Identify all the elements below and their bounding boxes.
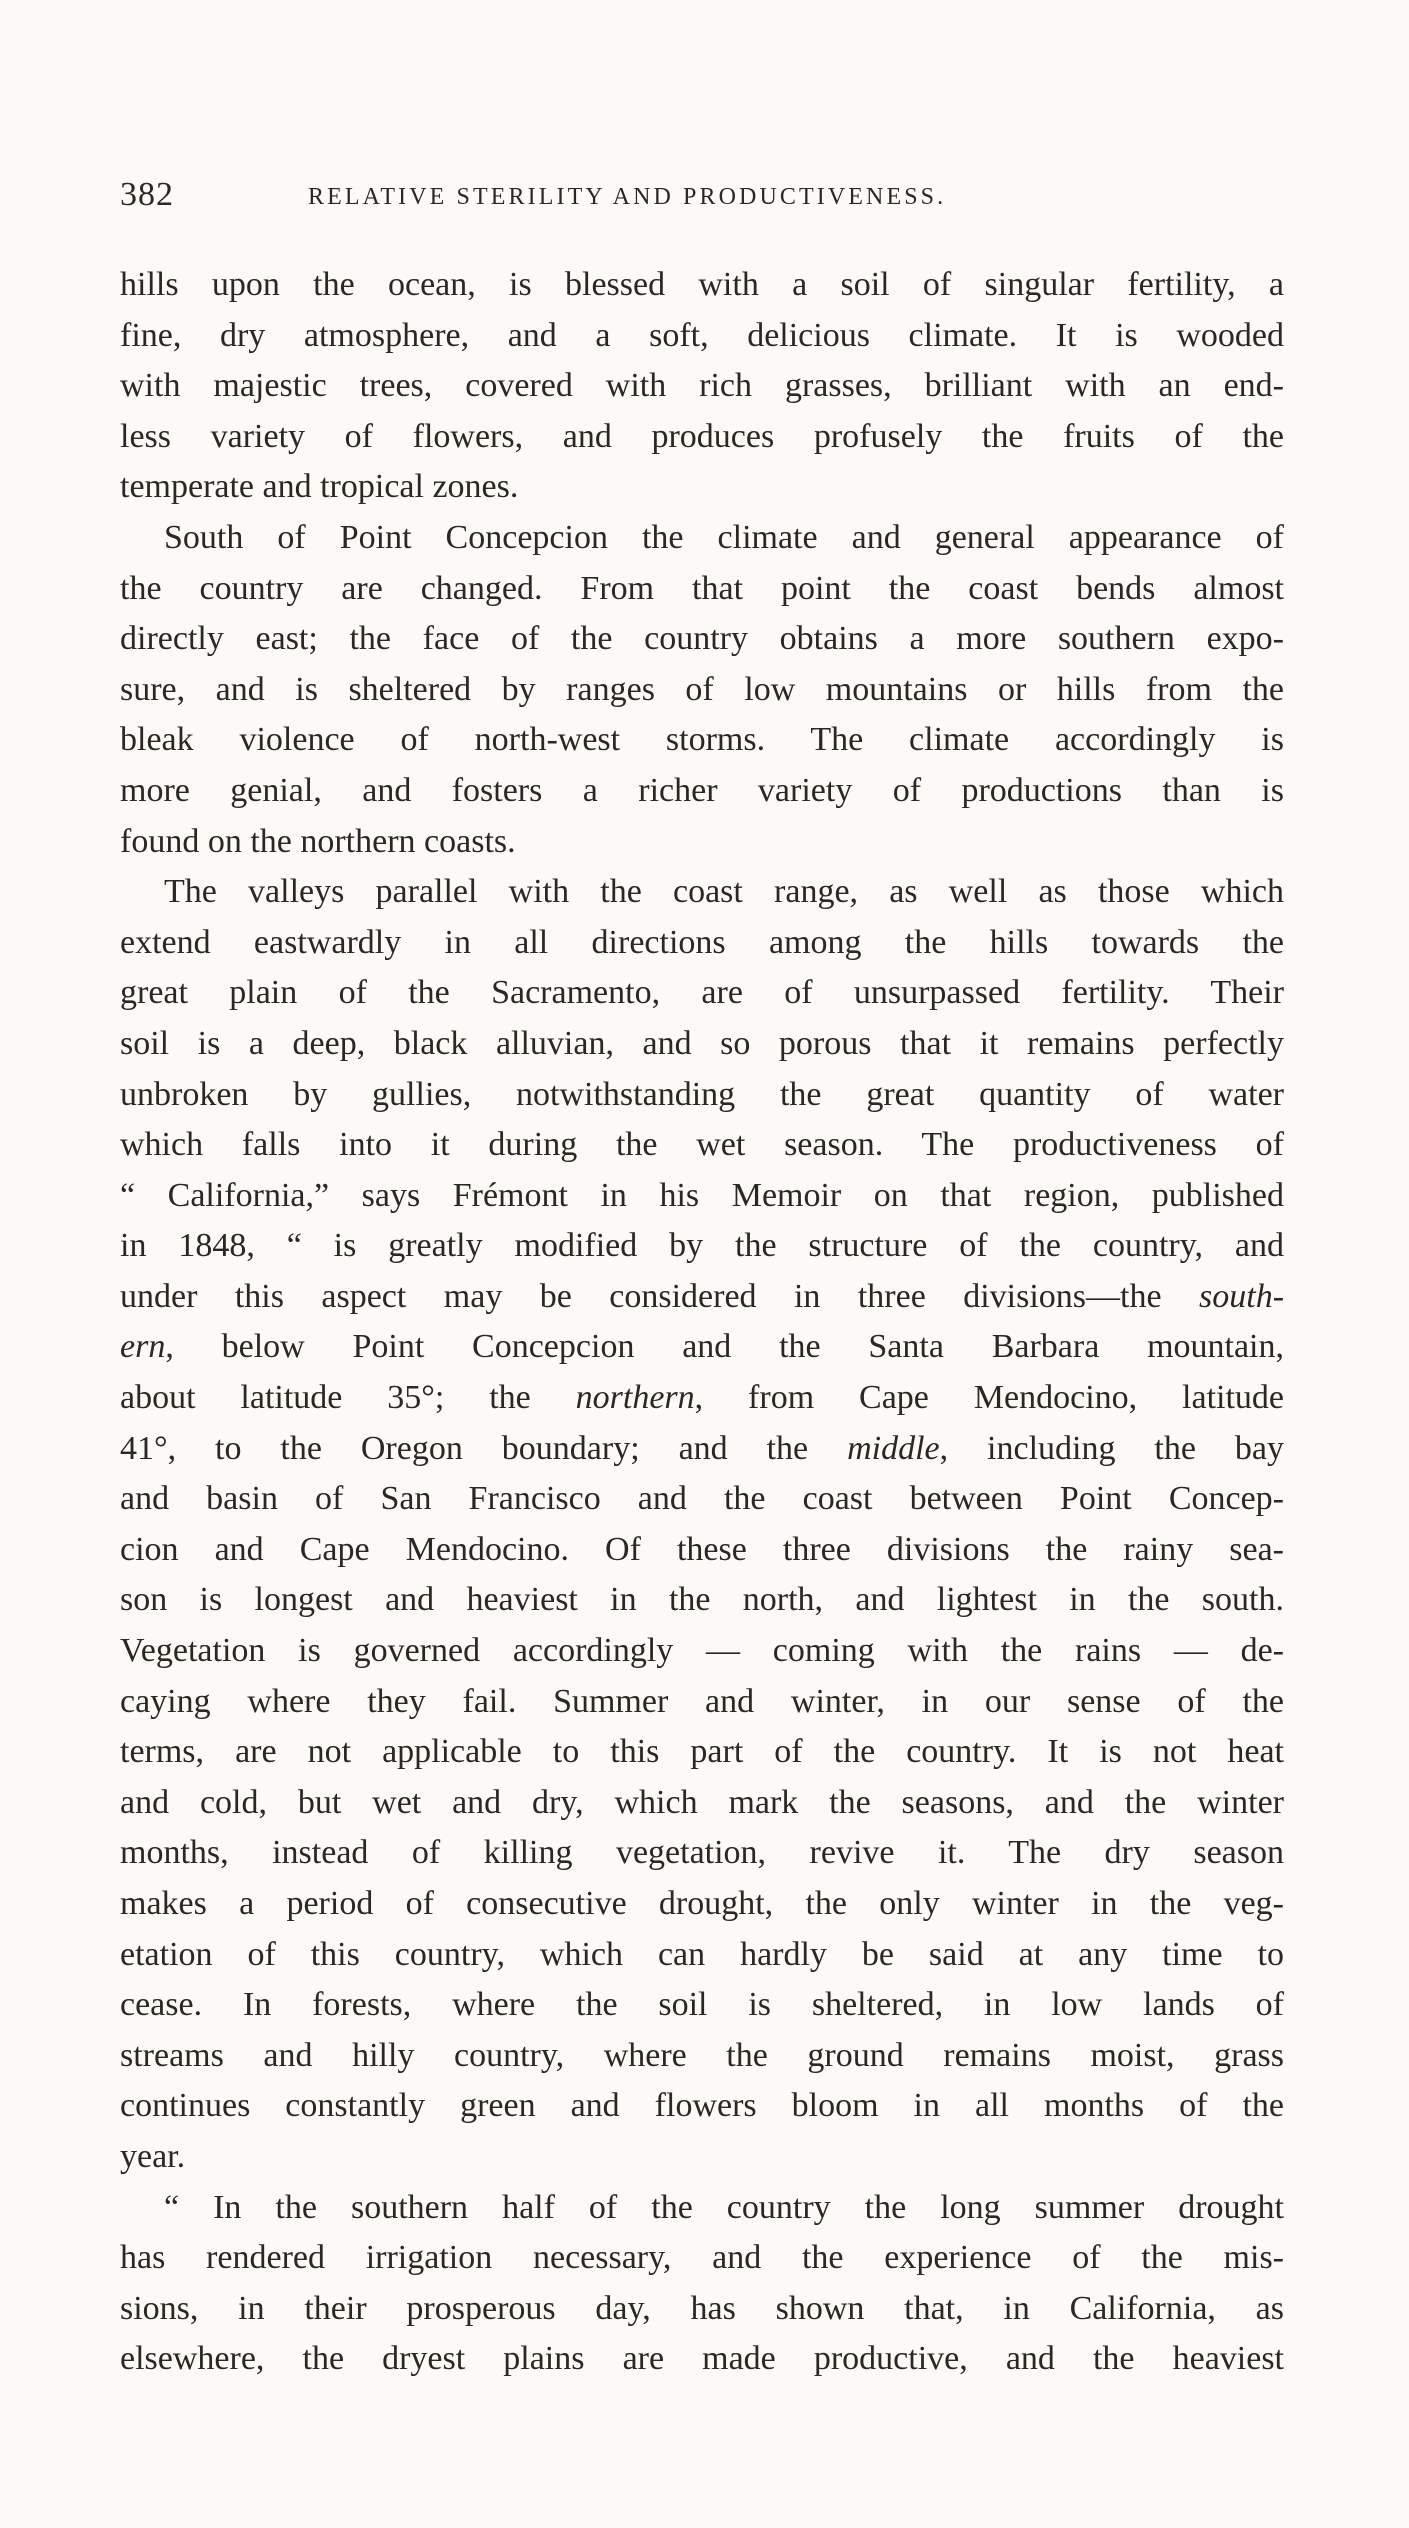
text-line: Vegetation is governed accordingly — coming with the rains — de- <box>120 1632 1284 1670</box>
text-line: with majestic trees, covered with rich grasses, brilliant with an end- <box>120 367 1284 405</box>
text-fragment: , including the bay <box>939 1429 1284 1467</box>
text-line: etation of this country, which can hardly be said at any time to <box>120 1935 1284 1973</box>
text-fragment: about latitude 35°; the <box>120 1379 531 1417</box>
text-line: continues constantly green and flowers bloom in all months of the <box>120 2087 1284 2125</box>
text-line: streams and hilly country, where the ground remains moist, grass <box>120 2036 1284 2074</box>
text-line: which falls into it during the wet season. The productiveness of <box>120 1126 1284 1164</box>
page-number: 382 <box>120 176 174 213</box>
text-line: South of Point Concepcion the climate and general appearance of <box>164 518 1284 556</box>
running-title: RELATIVE STERILITY AND PRODUCTIVENESS. <box>308 184 947 210</box>
text-line: elsewhere, the dryest plains are made productive, and the heaviest <box>120 2340 1284 2378</box>
text-fragment: , from Cape Mendocino, latitude <box>694 1379 1284 1417</box>
text-line: directly east; the face of the country obtains a more southern expo- <box>120 620 1284 658</box>
text-line: in 1848, “ is greatly modified by the structure of the country, and <box>120 1227 1284 1265</box>
text-line: temperate and tropical zones. <box>120 468 519 506</box>
text-line: and basin of San Francisco and the coast between Point Concep- <box>120 1480 1284 1518</box>
text-line: found on the northern coasts. <box>120 822 516 860</box>
page-header <box>120 176 1120 226</box>
text-line: months, instead of killing vegetation, revive it. The dry season <box>120 1834 1284 1872</box>
text-line: extend eastwardly in all directions among the hills towards the <box>120 923 1284 961</box>
italic-term: ern <box>120 1328 166 1366</box>
text-line: unbroken by gullies, notwithstanding the great quantity of water <box>120 1075 1284 1113</box>
text-fragment: 41°, to the Oregon boundary; and the <box>120 1429 809 1467</box>
text-line: more genial, and fosters a richer variety of productions than is <box>120 771 1284 809</box>
text-line: year. <box>120 2137 186 2175</box>
text-fragment: under this aspect may be considered in three divisions—the <box>120 1277 1162 1315</box>
italic-term: northern <box>575 1379 695 1417</box>
italic-term: middle <box>847 1429 940 1467</box>
text-line: sions, in their prosperous day, has shown that, in California, as <box>120 2289 1284 2327</box>
italic-term: south- <box>1199 1277 1285 1315</box>
text-line: terms, are not applicable to this part of the country. It is not heat <box>120 1733 1284 1771</box>
text-line: bleak violence of north-west storms. The climate accordingly is <box>120 721 1284 759</box>
text-line: the country are changed. From that point the coast bends almost <box>120 569 1284 607</box>
text-line: and cold, but wet and dry, which mark the seasons, and the winter <box>120 1783 1284 1821</box>
text-line: soil is a deep, black alluvian, and so porous that it remains perfectly <box>120 1024 1284 1062</box>
text-fragment: , below Point Concepcion and the Santa Barbara mountain, <box>165 1328 1284 1366</box>
text-line: fine, dry atmosphere, and a soft, delicious climate. It is wooded <box>120 316 1284 354</box>
text-line: hills upon the ocean, is blessed with a soil of singular fertility, a <box>120 266 1284 303</box>
text-line: sure, and is sheltered by ranges of low mountains or hills from the <box>120 670 1284 708</box>
text-line: has rendered irrigation necessary, and the experience of the mis- <box>120 2239 1284 2277</box>
text-line: cion and Cape Mendocino. Of these three divisions the rainy sea- <box>120 1530 1284 1568</box>
text-line <box>120 1272 1284 1323</box>
text-line: “ California,” says Frémont in his Memoir on that region, published <box>120 1176 1284 1214</box>
text-line: great plain of the Sacramento, are of unsurpassed fertility. Their <box>120 974 1284 1012</box>
text-line: son is longest and heaviest in the north, and lightest in the south. <box>120 1581 1284 1619</box>
text-line: less variety of flowers, and produces profusely the fruits of the <box>120 417 1284 455</box>
body-text <box>120 260 1284 2385</box>
text-line: caying where they fail. Summer and winter, in our sense of the <box>120 1682 1284 1720</box>
text-line: “ In the southern half of the country the long summer drought <box>164 2188 1284 2226</box>
text-line <box>120 1424 1284 1475</box>
text-line: The valleys parallel with the coast range, as well as those which <box>164 873 1284 911</box>
text-line: cease. In forests, where the soil is sheltered, in low lands of <box>120 1986 1284 2024</box>
text-line <box>120 1322 1284 1373</box>
text-line <box>120 1373 1284 1424</box>
text-line: makes a period of consecutive drought, the only winter in the veg- <box>120 1885 1284 1922</box>
